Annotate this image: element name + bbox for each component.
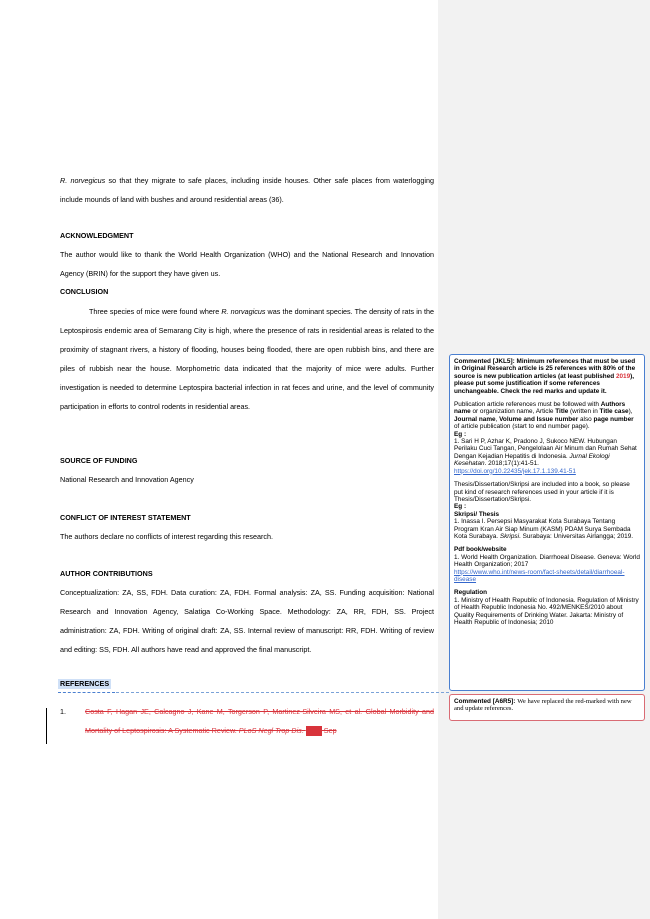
example-article: 1. Sari H P, Azhar K, Pradono J, Sukoco NEW. Hubungan Perilaku Cuci Tangan, Pengelolaan Air Minum dan Rumah Sehat Dengan Kejadian Hepatitis di Indonesia. Jurnal Ekologi Kesehatan. 2018;17(1):41-51. https://doi.org/10.22435/jek.17.1.139.41-51 <box>454 438 637 475</box>
comment-balloon-a6r5[interactable] <box>449 694 645 721</box>
example-website-link[interactable]: https://www.who.int/news-room/fact-sheets/detail/diarrhoeal-disease <box>454 568 625 583</box>
comment-reply-text: We have replaced the red-marked with new and update references. <box>454 698 632 713</box>
comment-anchor-line <box>58 692 115 693</box>
track-change-bar <box>46 708 47 744</box>
conflict-text: The authors declare no conflicts of interest regarding this research. <box>60 532 273 541</box>
example-doi-link[interactable]: https://doi.org/10.22435/jek.17.1.139.41-51 <box>454 467 576 475</box>
comment-reply-label: Commented [A6R5]: <box>454 698 518 705</box>
example-regulation: 1. Ministry of Health Republic of Indonesia. Regulation of Ministry of Health Republic Indonesia No. 492/MENKES/2010 about Quality Requirements of Drinking Water. Jakarta: Ministry of Health Republic of Indonesia; 2010 <box>454 596 639 626</box>
contributions-heading: AUTHOR CONTRIBUTIONS <box>60 569 153 578</box>
funding-text: National Research and Innovation Agency <box>60 475 194 484</box>
intro-paragraph: R. norvegicus so that they migrate to safe places, including inside houses. Other safe places from waterlogging include mounds of land with bushes and around residential areas (36). <box>60 176 434 204</box>
acknowledgment-heading: ACKNOWLEDGMENT <box>60 231 134 240</box>
conclusion-text: Three species of mice were found where R. norvagicus was the dominant species. The density of rats in the Leptospirosis endemic area of Semarang City is high, where the presence of rats in residential areas is related to the proximity of stagnant rivers, a history of flooding, houses being flooded, there are open rubbish bins, and there are piles of rubbish near the house. Morphometric data indicated that the majority of mice were adults. Further investigation is needed to determine Leptospira bacterial infection in rat feces and urine, and the level of community participation in efforts to control rodents in residential areas. <box>60 307 434 411</box>
comment-header: Commented [JKL5]: Minimum references that must be used in Original Research article is 25 references with 80% of the source is new publication articles (at least published 2019), please put some justification if some references unchangeable. Check the red marks and update it. <box>454 358 636 395</box>
species-name: R. norvegicus <box>60 176 106 185</box>
example-website: 1. World Health Organization. Diarrhoeal Disease. Geneva: World Health Organization; 2017 https://www.who.int/news-room/fact-sheets/detail/diarrhoeal-disease <box>454 553 640 583</box>
reference-number: 1. <box>60 707 66 716</box>
comment-connector-line <box>116 692 449 693</box>
conclusion-heading: CONCLUSION <box>60 287 109 296</box>
comment-instruction: Publication article references must be followed with Authors name or organization name, Article Title (written in Title case), Journal name, Volume and Issue number also page number of article publication (start to end number page). <box>454 401 634 431</box>
reference-text-deleted: Costa F, Hagan JE, Calcagno J, Kane M, Torgerson P, Martinez-Silveira MS, et al. Global Morbidity and Mortality of Leptospirosis: A Systematic Review. PLoS Negl Trop Dis. Sep <box>85 707 434 735</box>
comment-balloon-jkl5[interactable]: Commented [JKL5]: Minimum references that must be used in Original Research article is 25 references with 80% of the source is new publication articles (at least published 2019), please put some justification if some references unchangeable. Check the red marks and update it. Publication article references must be followed with Authors name or organization name, Article Title (written in Title case), Journal name, Volume and Issue number also page number of article publication (start to end number page). Eg : 1. Sari H P, Azhar K, Pradono J, Sukoco NEW. Hubungan Perilaku Cuci Tangan, Pengelolaan Air Minum dan Rumah Sehat Dengan Kejadian Hepatitis di Indonesia. Jurnal Ekologi Kesehatan. 2018;17(1):41-51. https://doi.org/10.22435/jek.17.1.139.41-51 Thesis/Dissertation/Skripsi are included into a book, so please put kind of research references used in your article if it is Thesis/Dissertation/Skripsi. Eg : Skripsi/ Thesis 1. Inassa I. Persepsi Masyarakat Kota Surabaya Tentang Program Kran Air Siap Minum (KASM) PDAM Surya Sembada Kota Surabaya. Skripsi. Surabaya: Universitas Airlangga; 2019. Pdf book/website 1. World Health Organization. Diarrhoeal Disease. Geneva: World Health Organization; 2017 https://www.who.int/news-room/fact-sheets/detail/diarrhoeal-disease Regulation 1. Ministry of Health Republic of Indonesia. Regulation of Ministry of Health Republic Indonesia No. 492/MENKES/2010 about Quality Requirements of Drinking Water. Jakarta: Ministry of Health Republic of Indonesia; 2010 <box>449 354 645 691</box>
conflict-heading: CONFLICT OF INTEREST STATEMENT <box>60 513 191 522</box>
example-skripsi: 1. Inassa I. Persepsi Masyarakat Kota Surabaya Tentang Program Kran Air Siap Minum (KASM) PDAM Surya Sembada Kota Surabaya. Skripsi. Surabaya: Universitas Airlangga; 2019. <box>454 518 634 540</box>
comment-thesis-note: Thesis/Dissertation/Skripsi are included into a book, so please put kind of research references used in your article if it is Thesis/Dissertation/Skripsi. <box>454 481 630 503</box>
funding-heading: SOURCE OF FUNDING <box>60 456 138 465</box>
contributions-text: Conceptualization: ZA, SS, FDH. Data curation: ZA, FDH. Formal analysis: ZA, SS. Funding acquisition: National Research and Innovation Agency, Salatiga Co-Working Space. Methodology: ZA, RR, FDH, SS. Project administration: ZA, FDH. Writing of original draft: ZA, SS. Internal review of manuscript: RR, FDH. Writing of review and editing: SS, FDH. All authors have read and approved the final manuscript. <box>60 588 434 654</box>
acknowledgment-text: The author would like to thank the World Health Organization (WHO) and the National Research and Innovation Agency (BRIN) for the support they have given us. <box>60 250 434 278</box>
references-heading[interactable]: REFERENCES <box>60 679 110 688</box>
redaction-block <box>306 726 322 736</box>
